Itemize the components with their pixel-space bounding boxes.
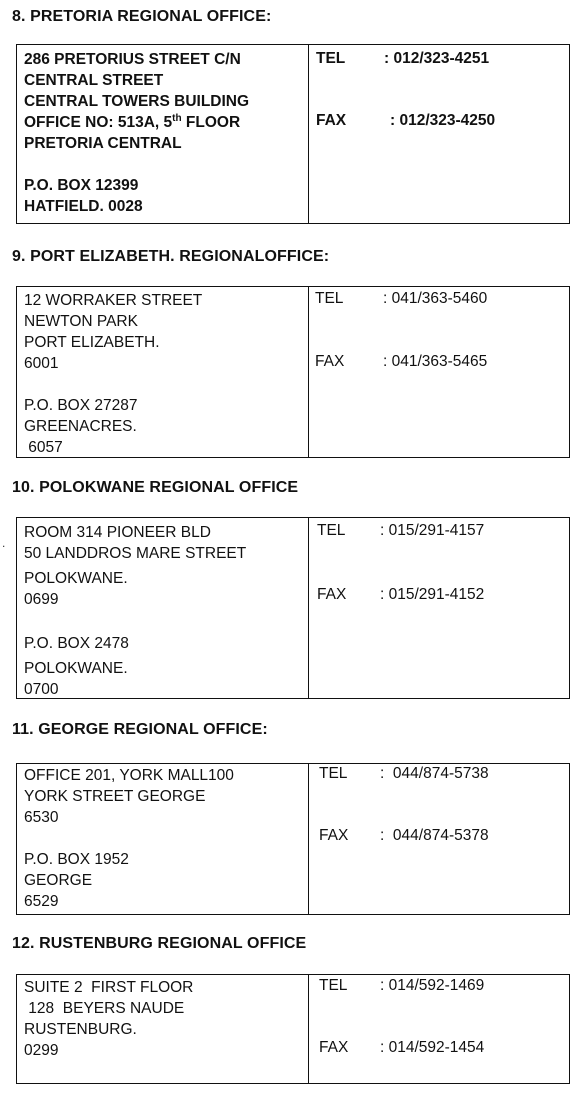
office-8-box: [16, 44, 570, 224]
postal-line: GEORGE: [24, 872, 93, 889]
address-line: NEWTON PARK: [24, 313, 138, 330]
tel-number: : 015/291-4157: [380, 522, 485, 539]
office-12-box: [16, 974, 570, 1084]
tel-label: TEL: [319, 977, 348, 994]
fax-number: : 041/363-5465: [383, 353, 488, 370]
office-10-box: [16, 517, 570, 699]
address-line: ROOM 314 PIONEER BLD: [24, 524, 211, 541]
address-line: CENTRAL STREET: [24, 72, 164, 89]
office-8-address: [24, 49, 249, 217]
address-line: PORT ELIZABETH.: [24, 334, 160, 351]
postal-line: P.O. BOX 27287: [24, 397, 138, 414]
fax-label: FAX: [319, 1039, 349, 1056]
column-divider: [308, 764, 309, 914]
tel-label: TEL: [319, 765, 348, 782]
address-line: 128 BEYERS NAUDE: [24, 1000, 185, 1017]
address-line: 12 WORRAKER STREET: [24, 292, 203, 309]
tel-number: : 044/874-5738: [380, 765, 489, 782]
fax-number: : 044/874-5378: [380, 827, 489, 844]
address-line: SUITE 2 FIRST FLOOR: [24, 979, 194, 996]
office-11-heading: 11. GEORGE REGIONAL OFFICE:: [12, 721, 268, 738]
address-line: YORK STREET GEORGE: [24, 788, 206, 805]
office-11-address: [24, 765, 234, 912]
office-12-heading: 12. RUSTENBURG REGIONAL OFFICE: [12, 935, 307, 952]
tel-number: : 041/363-5460: [383, 290, 488, 307]
address-line: 6530: [24, 809, 59, 826]
fax-label: FAX: [315, 353, 345, 370]
column-divider: [308, 975, 309, 1083]
office-11-box: [16, 763, 570, 915]
office-8-heading: 8. PRETORIA REGIONAL OFFICE:: [12, 8, 272, 25]
address-line: CENTRAL TOWERS BUILDING: [24, 93, 250, 110]
fax-number: : 015/291-4152: [380, 586, 485, 603]
tel-label: TEL: [315, 290, 344, 307]
postal-line: 0700: [24, 681, 59, 698]
address-line: PRETORIA CENTRAL: [24, 135, 182, 152]
office-9-heading: 9. PORT ELIZABETH. REGIONALOFFICE:: [12, 248, 330, 265]
postal-line: P.O. BOX 12399: [24, 177, 139, 194]
fax-number: : 012/323-4250: [390, 112, 496, 129]
address-line: 286 PRETORIUS STREET C/N: [24, 51, 241, 68]
address-line: OFFICE NO: 513A, 5th FLOOR: [24, 112, 241, 131]
office-10-address: [24, 522, 246, 700]
address-line: POLOKWANE.: [24, 570, 128, 587]
tel-number: : 012/323-4251: [384, 50, 490, 67]
office-10-heading: 10. POLOKWANE REGIONAL OFFICE: [12, 479, 299, 496]
tel-label: TEL: [316, 50, 346, 67]
address-line: OFFICE 201, YORK MALL100: [24, 767, 234, 784]
postal-line: P.O. BOX 1952: [24, 851, 129, 868]
office-9-box: [16, 286, 570, 458]
scan-mark: .: [2, 536, 6, 550]
address-line: 50 LANDDROS MARE STREET: [24, 545, 247, 562]
postal-line: P.O. BOX 2478: [24, 635, 129, 652]
address-line: 0699: [24, 591, 59, 608]
fax-label: FAX: [316, 112, 347, 129]
address-line: 6001: [24, 355, 59, 372]
office-12-address: [24, 977, 193, 1061]
postal-line: GREENACRES.: [24, 418, 137, 435]
fax-label: FAX: [317, 586, 347, 603]
fax-number: : 014/592-1454: [380, 1039, 485, 1056]
column-divider: [308, 287, 309, 457]
office-9-address: [24, 290, 202, 458]
column-divider: [308, 45, 309, 223]
postal-line: HATFIELD. 0028: [24, 198, 143, 215]
address-line: 0299: [24, 1042, 59, 1059]
address-line: RUSTENBURG.: [24, 1021, 137, 1038]
postal-line: 6057: [24, 439, 63, 456]
fax-label: FAX: [319, 827, 349, 844]
tel-number: : 014/592-1469: [380, 977, 485, 994]
column-divider: [308, 518, 309, 698]
postal-line: 6529: [24, 893, 59, 910]
postal-line: POLOKWANE.: [24, 660, 128, 677]
tel-label: TEL: [317, 522, 346, 539]
